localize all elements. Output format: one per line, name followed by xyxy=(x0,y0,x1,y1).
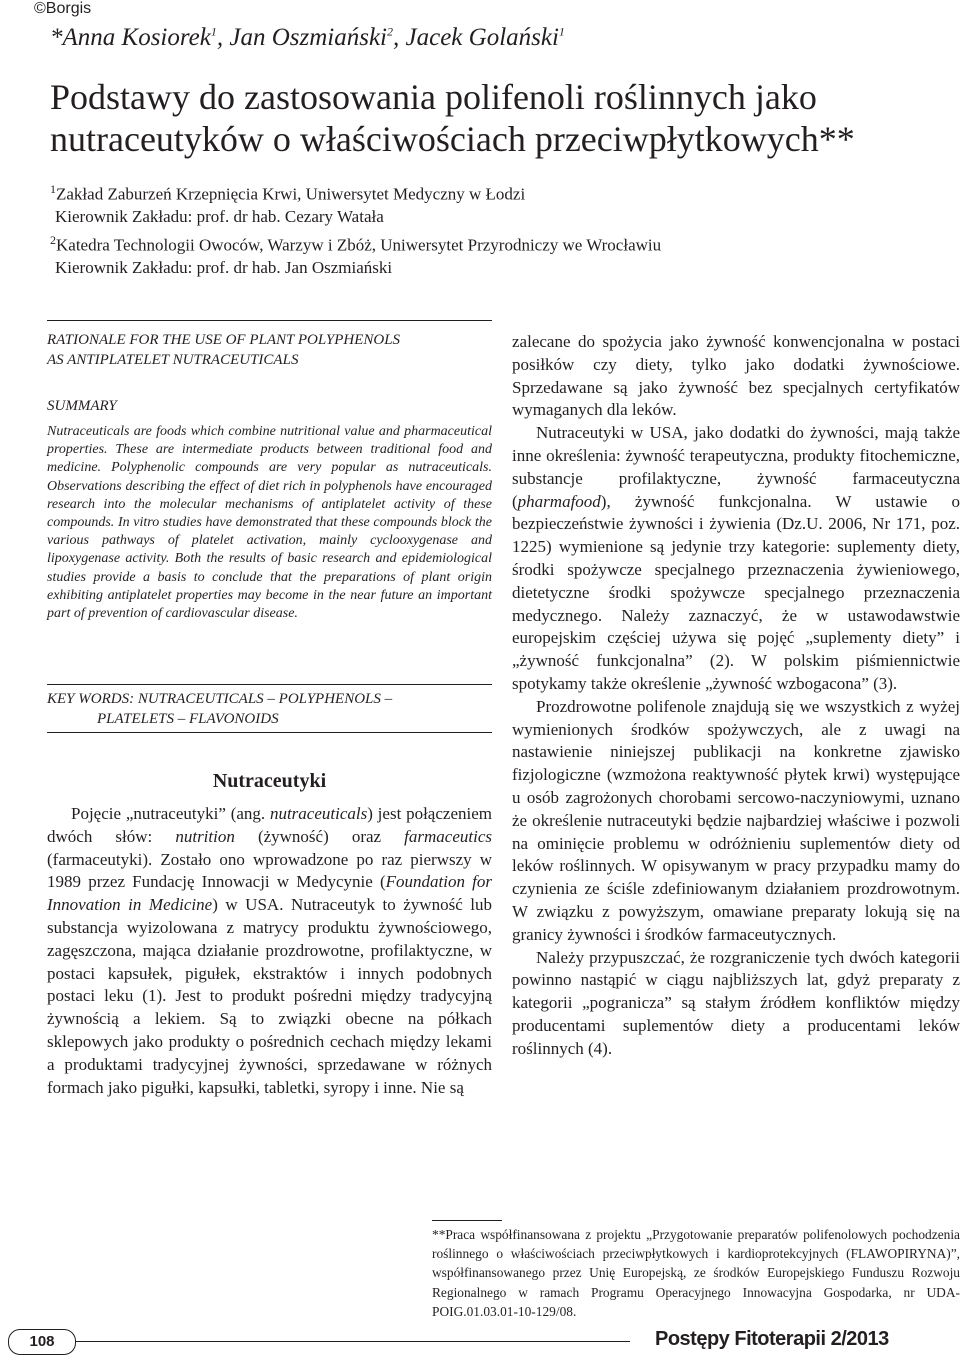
paragraph: Pojęcie „nutraceutyki” (ang. nutraceuticals) jest połączeniem dwóch słów: nutrition (żywność) oraz farmaceutics (farmaceutyki). Zostało ono wprowadzone po raz pierwszy w 1989 przez Fundację Innowacji w Medycynie (Foundation for Innovation in Medicine) w USA. Nutraceutyk to żywność lub substancja wyizolowana z matrycy produktu żywnościowego, zagęszczona, mająca działanie prozdrowotne, profilaktyczne, w postaci kapsułek, pigułek, ekstraktów i innych podobnych postaci leku (1). Jest to produkt pośredni między tradycyjną żywnością a lekiem. Są to związki obecne na półkach sklepowych jako produkty o pośrednich cechach między lekami a produktami tradycyjnej żywności, sprzedawane w różnych formach jako pigułki, kapsułki, tabletki, syropy i inne. Nie są xyxy=(47,804,492,1097)
affiliations xyxy=(50,178,661,279)
abstract-english-title: RATIONALE FOR THE USE OF PLANT POLYPHENOLS AS ANTIPLATELET NUTRACEUTICALS xyxy=(47,332,401,368)
affiliation-line: $^2$Katedra Technologii Owoców, Warzyw i Zbóż, Uniwersytet Przyrodniczy we Wrocławiu xyxy=(50,232,662,255)
paragraph: Należy przypuszczać, że rozgraniczenie tych dwóch kategorii powinno nastąpić w ciągu najbliższych lat, gdyż preparaty z kategorii „pogranicza” są stałym źródłem konfliktów między producentami suplementów diety a producentami leków roślinnych (4). xyxy=(512,947,960,1058)
keywords-top-rule xyxy=(47,684,492,685)
paragraph: zalecane do spożycia jako żywność konwencjonalna w postaci posiłków czy diety, tylko jako dodatki żywnościowe. Sprzedawane są jako żywność bez specjalnych certyfikatów wymaganych dla leków. xyxy=(512,332,960,420)
title-line: Podstawy do zastosowania polifenoli roślinnych jako xyxy=(50,77,817,117)
title-line: nutraceutyków o właściwościach przeciwpłytkowych** xyxy=(50,119,855,159)
journal-name: Postępy Fitoterapii 2/2013 xyxy=(655,1328,889,1350)
summary-heading: SUMMARY xyxy=(47,398,117,414)
paragraph: Prozdrowotne polifenole znajdują się we wszystkich z wyżej wymienionych środków spożywczych, ale z uwagi na nastawienie niniejszej publikacji na konkretne zjawisko fizjologiczne (wzmożona reaktywność płytek krwi) występujące u osób zagrożonych chorobami sercowo-naczyniowymi, uznano że określenie nutraceutyki będzie najbardziej właściwe i pozwoli na ominięcie problemu w odróżnieniu suplementów diety od leków roślinnych. W opisywanym w pracy przypadku mamy do czynienia ze ściśle zdefiniowanym działaniem prozdrowotnym. W związku z powyższym, omawiane preparaty lokują się na granicy żywności i środków farmaceutycznych. xyxy=(512,696,960,944)
publisher-mark: ©Borgis xyxy=(34,0,92,17)
footnote: **Praca współfinansowana z projektu „Przygotowanie preparatów polifenolowych pochodzenia roślinnego o właściwościach przeciwpłytkowych i kardioprotekcyjnych (FLAWOPIRYNA)”, współfinansowanego przez Unię Europejską, ze środków Europejskiego Funduszu Rozwoju Regionalnego w ramach Programu Operacyjnego Innowacyjna Gospodarka, nr UDA-POIG.01.03.01-10-129/08. xyxy=(432,1227,960,1319)
section-heading: Nutraceutyki xyxy=(212,770,327,792)
keywords-bottom-rule xyxy=(47,732,492,733)
left-column-body xyxy=(47,803,492,1099)
page-number: 108 xyxy=(8,1329,76,1355)
author-affiliation-sup: 2 xyxy=(387,24,394,39)
footnote-rule xyxy=(432,1220,502,1221)
author-name: Jacek Golański xyxy=(405,24,559,51)
author-affiliation-sup: 1 xyxy=(210,24,217,39)
affiliation-line: Kierownik Zakładu: prof. dr hab. Jan Oszmiański xyxy=(55,257,393,277)
author-separator: , xyxy=(393,24,406,51)
article-title xyxy=(50,76,855,160)
summary-text: Nutraceuticals are foods which combine nutritional value and pharmaceutical properties. These are intermediate products between traditional food and medicine. Polyphenolic compounds are very popular as nutraceuticals. Observations describing the effect of diet rich in polyphenols have encouraged research into the molecular mechanisms of antiplatelet activity of these compounds. In vitro studies have demonstrated that these compounds block the various pathways of platelet activation, mainly cyclooxygenase and lipoxygenase activity. Both the results of basic research and epidemiological studies provide a basis to conclude that the preparations of plant origin exhibiting antiplatelet properties may become in the near future an important part of prevention of cardiovascular disease. xyxy=(47,424,492,622)
author-affiliation-sup: 1 xyxy=(558,24,565,39)
author-name: Jan Oszmiański xyxy=(229,24,388,51)
author-name: *Anna Kosiorek xyxy=(50,24,211,51)
abstract-top-rule xyxy=(47,320,492,321)
affiliation-line: $^1$Zakład Zaburzeń Krzepnięcia Krwi, Uniwersytet Medyczny w Łodzi xyxy=(50,182,526,204)
footer-rule xyxy=(74,1341,630,1342)
affiliation-line: Kierownik Zakładu: prof. dr hab. Cezary Watała xyxy=(55,207,384,227)
authors-line xyxy=(50,24,565,52)
keywords: KEY WORDS: NUTRACEUTICALS – POLYPHENOLS – PLATELETS – FLAVONOIDS xyxy=(47,691,393,727)
right-column-body xyxy=(512,331,960,1061)
author-separator: , xyxy=(216,24,230,51)
paragraph: Nutraceutyki w USA, jako dodatki do żywności, mają także inne określenia: żywność terapeutyczna, produkty fitochemiczne, substancje profilaktyczne, żywność farmaceutyczna (pharmafood), żywność funkcjonalna. W ustawie o bezpieczeństwie żywności i żywienia (Dz.U. 2006, Nr 171, poz. 1225) wymienione są jedynie trzy kategorie: suplementy diety, środki spożywcze specjalnego przeznaczenia żywieniowego, dietetyczne środki spożywcze specjalnego przeznaczenia medycznego. Należy zaznaczyć, że w ustawodawstwie europejskim częściej używa się pojęć „suplementy diety” i „żywność funkcjonalna” (2). W polskim piśmiennictwie spotykamy także określenie „żywność wzbogacona” (3). xyxy=(512,423,960,693)
